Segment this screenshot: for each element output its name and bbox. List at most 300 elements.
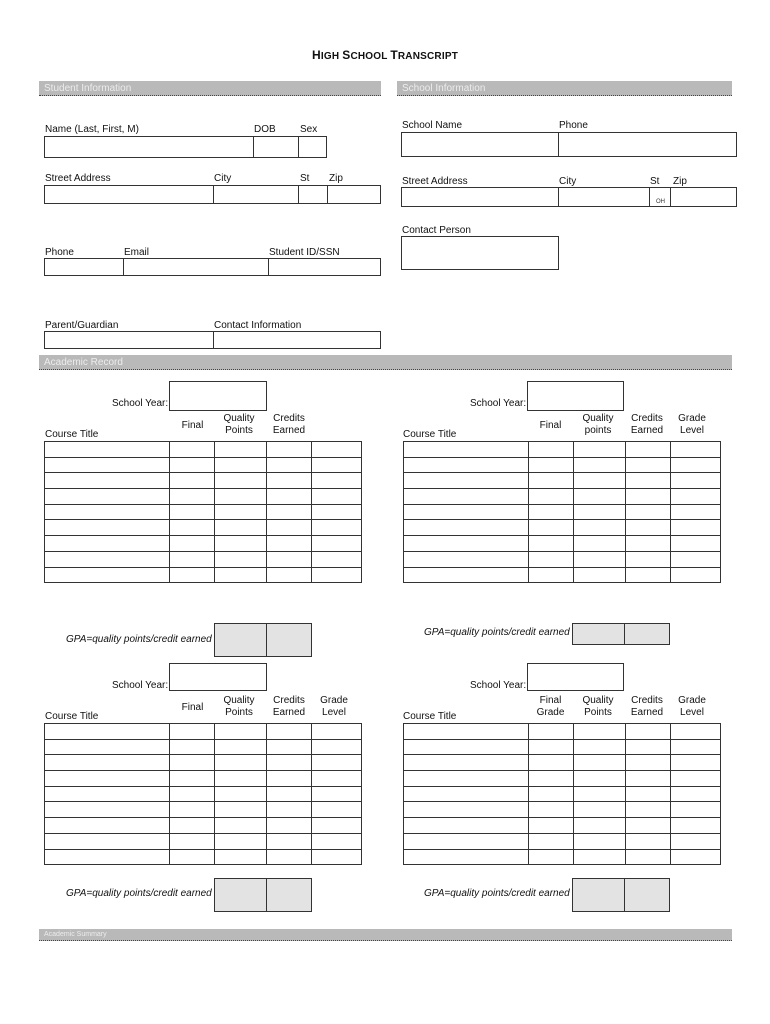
- table-cell[interactable]: [529, 567, 574, 583]
- table-row: [45, 818, 362, 834]
- table-cell[interactable]: [529, 818, 574, 834]
- table-cell[interactable]: [671, 802, 721, 818]
- table-cell[interactable]: [312, 457, 362, 473]
- school-name-label: School Name: [402, 120, 463, 131]
- table-row: [45, 504, 362, 520]
- table-cell[interactable]: [45, 489, 170, 505]
- table-cell[interactable]: [404, 786, 529, 802]
- table-row: [404, 755, 721, 771]
- quality-points-total[interactable]: [572, 878, 625, 912]
- table-cell[interactable]: [626, 849, 671, 865]
- school-phone-label: Phone: [559, 120, 588, 131]
- school-year-field[interactable]: [527, 663, 624, 691]
- student-zip-label: Zip: [329, 173, 343, 184]
- sex-field[interactable]: [298, 136, 327, 158]
- table-cell[interactable]: [215, 504, 267, 520]
- table-cell[interactable]: [267, 755, 312, 771]
- quality-points-header: Quality Points: [223, 695, 255, 718]
- table-cell[interactable]: [574, 818, 626, 834]
- table-cell[interactable]: [529, 473, 574, 489]
- student-zip-field[interactable]: [327, 185, 381, 204]
- table-cell[interactable]: [671, 520, 721, 536]
- name-label: Name (Last, First, M): [45, 124, 139, 135]
- table-cell[interactable]: [267, 818, 312, 834]
- table-cell[interactable]: [267, 520, 312, 536]
- table-cell[interactable]: [671, 551, 721, 567]
- contact-person-field[interactable]: [401, 236, 559, 270]
- table-cell[interactable]: [215, 786, 267, 802]
- table-cell[interactable]: [215, 567, 267, 583]
- table-cell[interactable]: [404, 724, 529, 740]
- course-table: [403, 441, 721, 583]
- table-row: [404, 442, 721, 458]
- course-title-label: Course Title: [45, 429, 99, 440]
- table-cell[interactable]: [170, 724, 215, 740]
- course-title-label: Course Title: [403, 429, 457, 440]
- table-cell[interactable]: [626, 755, 671, 771]
- course-table: [403, 723, 721, 865]
- table-cell[interactable]: [215, 457, 267, 473]
- table-cell[interactable]: [671, 536, 721, 552]
- table-cell[interactable]: [170, 802, 215, 818]
- table-cell[interactable]: [404, 551, 529, 567]
- dob-field[interactable]: [253, 136, 299, 158]
- table-cell[interactable]: [45, 504, 170, 520]
- table-row: [45, 551, 362, 567]
- table-cell[interactable]: [529, 536, 574, 552]
- table-cell[interactable]: [404, 489, 529, 505]
- table-cell[interactable]: [574, 489, 626, 505]
- table-cell[interactable]: [671, 849, 721, 865]
- table-cell[interactable]: [529, 551, 574, 567]
- table-cell[interactable]: [170, 442, 215, 458]
- table-cell[interactable]: [312, 724, 362, 740]
- table-cell[interactable]: [671, 473, 721, 489]
- final-grade-header: Final Grade: [536, 695, 565, 718]
- table-row: [45, 536, 362, 552]
- credits-earned-total[interactable]: [266, 623, 312, 657]
- table-cell[interactable]: [626, 818, 671, 834]
- table-cell[interactable]: [45, 833, 170, 849]
- table-row: [45, 567, 362, 583]
- school-year-label: School Year:: [470, 680, 527, 691]
- table-row: [45, 833, 362, 849]
- table-cell[interactable]: [215, 442, 267, 458]
- table-cell[interactable]: [267, 489, 312, 505]
- school-zip-label: Zip: [673, 176, 687, 187]
- table-cell[interactable]: [671, 786, 721, 802]
- quality-points-total[interactable]: [572, 623, 625, 645]
- table-cell[interactable]: [404, 536, 529, 552]
- table-row: [404, 520, 721, 536]
- table-cell[interactable]: [626, 833, 671, 849]
- table-row: [45, 755, 362, 771]
- table-cell[interactable]: [312, 833, 362, 849]
- student-email-field[interactable]: [123, 258, 269, 276]
- table-cell[interactable]: [267, 771, 312, 787]
- credits-earned-total[interactable]: [624, 623, 670, 645]
- credits-earned-total[interactable]: [266, 878, 312, 912]
- school-year-field[interactable]: [169, 381, 267, 411]
- course-title-label: Course Title: [403, 711, 457, 722]
- table-cell[interactable]: [312, 786, 362, 802]
- contact-information-label: Contact Information: [214, 320, 302, 331]
- table-cell[interactable]: [626, 504, 671, 520]
- school-zip-field[interactable]: [670, 187, 737, 207]
- table-cell[interactable]: [312, 551, 362, 567]
- table-cell[interactable]: [529, 724, 574, 740]
- table-cell[interactable]: [267, 833, 312, 849]
- table-cell[interactable]: [170, 473, 215, 489]
- dob-label: DOB: [254, 124, 276, 135]
- quality-points-header: Quality Points: [582, 695, 614, 718]
- table-cell[interactable]: [574, 786, 626, 802]
- table-cell[interactable]: [312, 739, 362, 755]
- table-cell[interactable]: [529, 442, 574, 458]
- table-cell[interactable]: [404, 818, 529, 834]
- student-email-label: Email: [124, 247, 150, 258]
- table-cell[interactable]: [45, 818, 170, 834]
- table-row: [404, 786, 721, 802]
- school-year-label: School Year:: [112, 680, 169, 691]
- table-cell[interactable]: [45, 739, 170, 755]
- table-cell[interactable]: [529, 771, 574, 787]
- parent-guardian-field[interactable]: [44, 331, 214, 349]
- table-row: [45, 520, 362, 536]
- table-cell[interactable]: [574, 567, 626, 583]
- school-state-value: OH: [656, 199, 665, 205]
- table-cell[interactable]: [529, 755, 574, 771]
- sex-label: Sex: [300, 124, 318, 135]
- table-cell[interactable]: [312, 771, 362, 787]
- table-cell[interactable]: [267, 551, 312, 567]
- table-cell[interactable]: [215, 520, 267, 536]
- quality-points-header: Quality Points: [223, 413, 255, 436]
- table-cell[interactable]: [671, 567, 721, 583]
- table-cell[interactable]: [45, 536, 170, 552]
- school-year-label: School Year:: [112, 398, 169, 409]
- table-cell[interactable]: [170, 567, 215, 583]
- table-cell[interactable]: [45, 567, 170, 583]
- table-cell[interactable]: [45, 755, 170, 771]
- school-name-field[interactable]: [401, 132, 559, 157]
- page-title: HIGH SCHOOL TRANSCRIPT: [311, 48, 459, 62]
- course-table: [44, 723, 362, 865]
- grade-level-header: Grade Level: [678, 695, 706, 718]
- table-cell[interactable]: [170, 457, 215, 473]
- table-cell[interactable]: [529, 833, 574, 849]
- table-cell[interactable]: [312, 442, 362, 458]
- table-cell[interactable]: [267, 802, 312, 818]
- student-phone-label: Phone: [45, 247, 74, 258]
- table-cell[interactable]: [215, 833, 267, 849]
- table-cell[interactable]: [574, 802, 626, 818]
- school-year-field[interactable]: [169, 663, 267, 691]
- table-cell[interactable]: [267, 442, 312, 458]
- credits-earned-header: Credits Earned: [272, 413, 306, 436]
- table-cell[interactable]: [45, 724, 170, 740]
- table-cell[interactable]: [312, 473, 362, 489]
- table-cell[interactable]: [574, 504, 626, 520]
- table-row: [404, 536, 721, 552]
- table-cell[interactable]: [574, 551, 626, 567]
- table-cell[interactable]: [170, 849, 215, 865]
- table-cell[interactable]: [529, 739, 574, 755]
- table-cell[interactable]: [215, 755, 267, 771]
- gpa-note: GPA=quality points/credit earned: [66, 888, 212, 899]
- table-cell[interactable]: [170, 771, 215, 787]
- quality-points-total[interactable]: [214, 878, 267, 912]
- table-cell[interactable]: [626, 802, 671, 818]
- table-row: [404, 551, 721, 567]
- table-cell[interactable]: [312, 849, 362, 865]
- table-cell[interactable]: [574, 849, 626, 865]
- gpa-note: GPA=quality points/credit earned: [424, 888, 570, 899]
- school-year-field[interactable]: [527, 381, 624, 411]
- contact-information-field[interactable]: [213, 331, 381, 349]
- table-cell[interactable]: [671, 724, 721, 740]
- table-cell[interactable]: [267, 536, 312, 552]
- table-cell[interactable]: [267, 739, 312, 755]
- student-state-label: St: [300, 173, 310, 184]
- table-cell[interactable]: [626, 724, 671, 740]
- table-cell[interactable]: [170, 489, 215, 505]
- table-cell[interactable]: [215, 802, 267, 818]
- table-cell[interactable]: [215, 818, 267, 834]
- final-header: Final: [181, 420, 204, 431]
- credits-earned-header: Credits Earned: [630, 695, 664, 718]
- credits-earned-header: Credits Earned: [630, 413, 664, 436]
- table-row: [404, 724, 721, 740]
- table-cell[interactable]: [671, 771, 721, 787]
- school-city-label: City: [559, 176, 577, 187]
- table-cell[interactable]: [267, 849, 312, 865]
- quality-points-total[interactable]: [214, 623, 267, 657]
- table-cell[interactable]: [267, 457, 312, 473]
- student-city-field[interactable]: [213, 185, 299, 204]
- table-cell[interactable]: [215, 551, 267, 567]
- table-cell[interactable]: [671, 818, 721, 834]
- table-cell[interactable]: [574, 833, 626, 849]
- final-header: Final: [539, 420, 562, 431]
- table-cell[interactable]: [626, 473, 671, 489]
- table-cell[interactable]: [215, 724, 267, 740]
- grade-level-header: Grade Level: [320, 695, 348, 718]
- table-row: [45, 724, 362, 740]
- table-row: [45, 739, 362, 755]
- table-cell[interactable]: [45, 442, 170, 458]
- table-cell[interactable]: [170, 818, 215, 834]
- contact-person-label: Contact Person: [402, 225, 471, 236]
- table-row: [45, 442, 362, 458]
- table-cell[interactable]: [312, 567, 362, 583]
- table-cell[interactable]: [45, 551, 170, 567]
- table-row: [45, 802, 362, 818]
- table-cell[interactable]: [404, 473, 529, 489]
- table-cell[interactable]: [45, 771, 170, 787]
- table-cell[interactable]: [170, 536, 215, 552]
- table-cell[interactable]: [529, 520, 574, 536]
- table-row: [404, 504, 721, 520]
- table-row: [45, 849, 362, 865]
- table-row: [404, 489, 721, 505]
- school-information-header: School Information: [397, 81, 732, 96]
- table-row: [404, 802, 721, 818]
- table-cell[interactable]: [529, 849, 574, 865]
- table-cell[interactable]: [626, 520, 671, 536]
- table-cell[interactable]: [529, 489, 574, 505]
- table-cell[interactable]: [215, 771, 267, 787]
- credits-earned-total[interactable]: [624, 878, 670, 912]
- table-cell[interactable]: [404, 739, 529, 755]
- school-city-field[interactable]: [558, 187, 650, 207]
- table-cell[interactable]: [671, 489, 721, 505]
- table-cell[interactable]: [404, 849, 529, 865]
- student-id-label: Student ID/SSN: [269, 247, 340, 258]
- student-city-label: City: [214, 173, 232, 184]
- table-cell[interactable]: [671, 504, 721, 520]
- table-cell[interactable]: [404, 755, 529, 771]
- school-state-label: St: [650, 176, 660, 187]
- school-street-field[interactable]: [401, 187, 559, 207]
- grade-level-header: Grade Level: [678, 413, 706, 436]
- table-cell[interactable]: [170, 504, 215, 520]
- student-id-field[interactable]: [268, 258, 381, 276]
- table-cell[interactable]: [215, 473, 267, 489]
- table-cell[interactable]: [267, 724, 312, 740]
- table-cell[interactable]: [626, 457, 671, 473]
- table-cell[interactable]: [574, 724, 626, 740]
- table-cell[interactable]: [267, 786, 312, 802]
- table-cell[interactable]: [312, 504, 362, 520]
- course-title-label: Course Title: [45, 711, 99, 722]
- table-cell[interactable]: [404, 442, 529, 458]
- student-street-field[interactable]: [44, 185, 214, 204]
- table-cell[interactable]: [574, 771, 626, 787]
- table-cell[interactable]: [45, 457, 170, 473]
- table-cell[interactable]: [626, 442, 671, 458]
- gpa-note: GPA=quality points/credit earned: [424, 627, 570, 638]
- final-header: Final: [181, 702, 204, 713]
- table-cell[interactable]: [404, 520, 529, 536]
- table-cell[interactable]: [45, 802, 170, 818]
- table-cell[interactable]: [574, 457, 626, 473]
- gpa-note: GPA=quality points/credit earned: [66, 634, 212, 645]
- table-cell[interactable]: [267, 567, 312, 583]
- student-phone-field[interactable]: [44, 258, 124, 276]
- table-cell[interactable]: [170, 739, 215, 755]
- table-cell[interactable]: [626, 551, 671, 567]
- table-cell[interactable]: [626, 567, 671, 583]
- table-cell[interactable]: [626, 786, 671, 802]
- table-row: [404, 739, 721, 755]
- table-cell[interactable]: [45, 786, 170, 802]
- table-row: [45, 473, 362, 489]
- table-cell[interactable]: [404, 802, 529, 818]
- student-information-header: Student Information: [39, 81, 381, 96]
- table-cell[interactable]: [267, 504, 312, 520]
- student-street-label: Street Address: [45, 173, 111, 184]
- name-field[interactable]: [44, 136, 254, 158]
- table-cell[interactable]: [170, 551, 215, 567]
- table-row: [404, 473, 721, 489]
- table-cell[interactable]: [404, 457, 529, 473]
- table-cell[interactable]: [529, 504, 574, 520]
- parent-guardian-label: Parent/Guardian: [45, 320, 119, 331]
- table-cell[interactable]: [170, 520, 215, 536]
- table-row: [404, 849, 721, 865]
- table-cell[interactable]: [45, 473, 170, 489]
- academic-record-header: Academic Record: [39, 355, 732, 370]
- table-cell[interactable]: [312, 489, 362, 505]
- table-cell[interactable]: [626, 739, 671, 755]
- table-cell[interactable]: [404, 567, 529, 583]
- table-row: [45, 771, 362, 787]
- table-cell[interactable]: [215, 489, 267, 505]
- table-row: [45, 786, 362, 802]
- table-cell[interactable]: [626, 489, 671, 505]
- table-cell[interactable]: [671, 739, 721, 755]
- table-row: [404, 818, 721, 834]
- table-cell[interactable]: [45, 520, 170, 536]
- table-cell[interactable]: [404, 504, 529, 520]
- table-cell[interactable]: [312, 520, 362, 536]
- table-cell[interactable]: [671, 457, 721, 473]
- table-cell[interactable]: [312, 818, 362, 834]
- table-cell[interactable]: [671, 755, 721, 771]
- table-cell[interactable]: [626, 536, 671, 552]
- credits-earned-header: Credits Earned: [272, 695, 306, 718]
- table-cell[interactable]: [215, 536, 267, 552]
- academic-summary-header: Academic Summary: [39, 929, 732, 941]
- table-row: [404, 457, 721, 473]
- table-cell[interactable]: [574, 442, 626, 458]
- table-cell[interactable]: [574, 473, 626, 489]
- table-cell[interactable]: [574, 739, 626, 755]
- table-cell[interactable]: [574, 536, 626, 552]
- student-state-field[interactable]: [298, 185, 328, 204]
- table-cell[interactable]: [45, 849, 170, 865]
- table-row: [404, 833, 721, 849]
- school-phone-field[interactable]: [558, 132, 737, 157]
- table-cell[interactable]: [404, 833, 529, 849]
- table-cell[interactable]: [170, 833, 215, 849]
- table-cell[interactable]: [626, 771, 671, 787]
- table-cell[interactable]: [529, 786, 574, 802]
- table-cell[interactable]: [404, 771, 529, 787]
- table-cell[interactable]: [312, 755, 362, 771]
- school-street-label: Street Address: [402, 176, 468, 187]
- table-row: [404, 567, 721, 583]
- table-cell[interactable]: [529, 457, 574, 473]
- table-cell[interactable]: [170, 786, 215, 802]
- table-cell[interactable]: [170, 755, 215, 771]
- table-row: [404, 771, 721, 787]
- table-row: [45, 457, 362, 473]
- table-cell[interactable]: [215, 739, 267, 755]
- table-row: [45, 489, 362, 505]
- table-cell[interactable]: [312, 536, 362, 552]
- table-cell[interactable]: [267, 473, 312, 489]
- table-cell[interactable]: [574, 520, 626, 536]
- table-cell[interactable]: [215, 849, 267, 865]
- table-cell[interactable]: [671, 442, 721, 458]
- table-cell[interactable]: [312, 802, 362, 818]
- table-cell[interactable]: [529, 802, 574, 818]
- quality-points-header: Quality points: [582, 413, 614, 436]
- table-cell[interactable]: [574, 755, 626, 771]
- table-cell[interactable]: [671, 833, 721, 849]
